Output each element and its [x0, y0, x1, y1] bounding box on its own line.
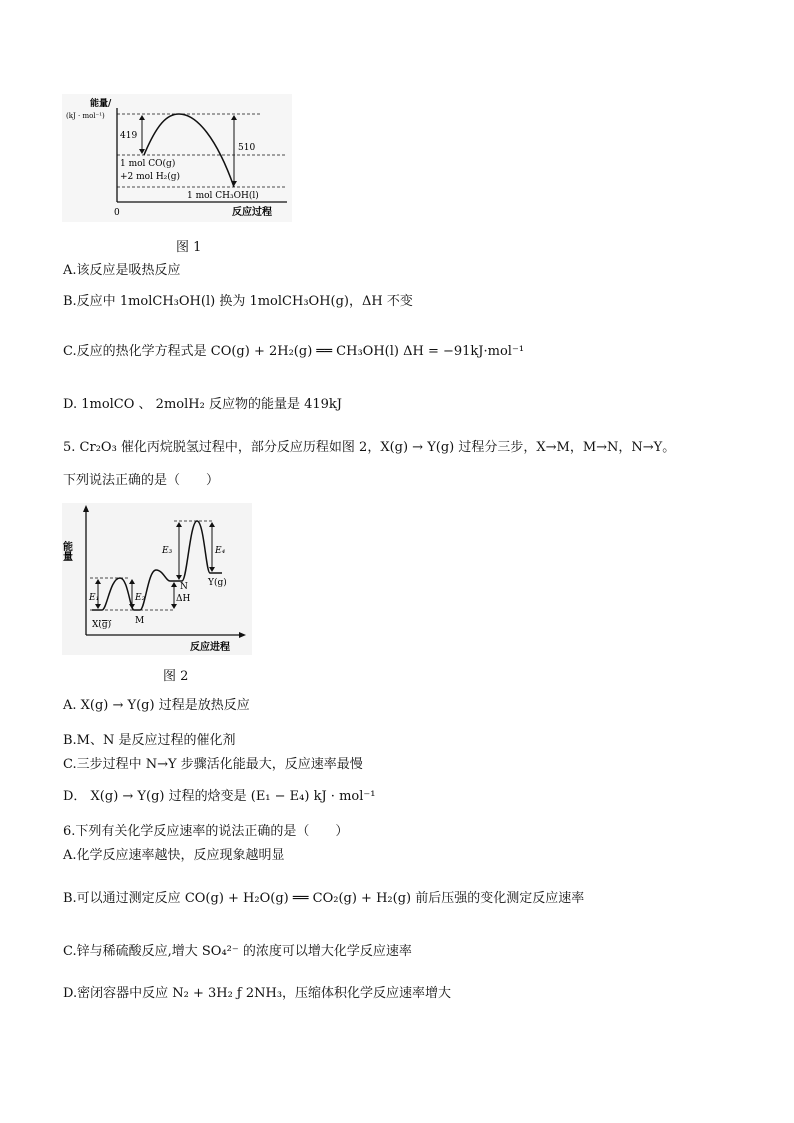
q6-option-d: D.密闭容器中反应 N₂ + 3H₂ ƒ 2NH₃，压缩体积化学反应速率增大 [63, 986, 452, 1001]
fig1-ylabel: 能量/ [90, 99, 112, 109]
fig2-label-dh: ΔH [176, 594, 191, 604]
fig1-xlabel: 反应过程 [232, 207, 272, 218]
q6-option-a: A.化学反应速率越快，反应现象越明显 [63, 848, 285, 863]
figure2-caption: 图 2 [163, 669, 189, 684]
fig2-label-x: X(g) [92, 620, 112, 630]
q5-option-b: B.M、N 是反应过程的催化剂 [63, 733, 236, 748]
fig1-reactant-1: 1 mol CO(g) [120, 159, 176, 169]
q5-option-a: A. X(g) → Y(g) 过程是放热反应 [63, 698, 250, 713]
fig2-label-n: N [180, 582, 188, 592]
q4-option-c: C.反应的热化学方程式是 CO(g) + 2H₂(g) ══ CH₃OH(l) ΔH = −91kJ·mol⁻¹ [63, 344, 525, 359]
fig1-origin: 0 [114, 208, 120, 218]
q4-option-b: B.反应中 1molCH₃OH(l) 换为 1molCH₃OH(g)，ΔH 不变 [63, 294, 413, 309]
q5-option-c: C.三步过程中 N→Y 步骤活化能最大，反应速率最慢 [63, 757, 363, 772]
q6-option-c: C.锌与稀硫酸反应,增大 SO₄²⁻ 的浓度可以增大化学反应速率 [63, 944, 412, 959]
fig2-ylabel: 能量 [60, 541, 72, 561]
fig2-label-e3: E₃ [162, 546, 173, 556]
q4-option-d: D. 1molCO 、 2molH₂ 反应物的能量是 419kJ [63, 397, 342, 412]
fig2-label-y: Y(g) [208, 578, 227, 588]
q5-option-d: D． X(g) → Y(g) 过程的焓变是 (E₁ − E₄) kJ · mol⁻¹ [63, 789, 376, 804]
fig2-label-m: M [135, 616, 145, 626]
q6-option-b: B.可以通过测定反应 CO(g) + H₂O(g) ══ CO₂(g) + H₂(g) 前后压强的变化测定反应速率 [63, 891, 585, 906]
fig2-label-e4: E₄ [215, 546, 226, 556]
fig2-label-e1: E₁ [89, 593, 100, 603]
fig1-product: 1 mol CH₃OH(l) [187, 191, 259, 201]
fig1-label-419: 419 [120, 131, 138, 141]
figure1-energy-diagram [62, 94, 292, 222]
fig1-label-510: 510 [238, 143, 256, 153]
q4-option-a: A.该反应是吸热反应 [63, 263, 181, 278]
q6-stem: 6.下列有关化学反应速率的说法正确的是（ ） [63, 824, 349, 839]
fig2-xlabel: 反应进程 [190, 642, 230, 653]
fig1-ylabel-unit: (kJ · mol⁻¹) [66, 112, 105, 120]
fig1-reactant-2: +2 mol H₂(g) [120, 172, 181, 182]
figure2-energy-diagram [62, 503, 252, 655]
q5-prompt: 下列说法正确的是（ ） [63, 473, 220, 488]
q5-stem: 5. Cr₂O₃ 催化丙烷脱氢过程中，部分反应历程如图 2，X(g) → Y(g) 过程分三步，X→M，M→N，N→Y。 [63, 440, 676, 455]
fig2-label-e2: E₂ [135, 593, 146, 603]
figure1-caption: 图 1 [176, 240, 202, 255]
